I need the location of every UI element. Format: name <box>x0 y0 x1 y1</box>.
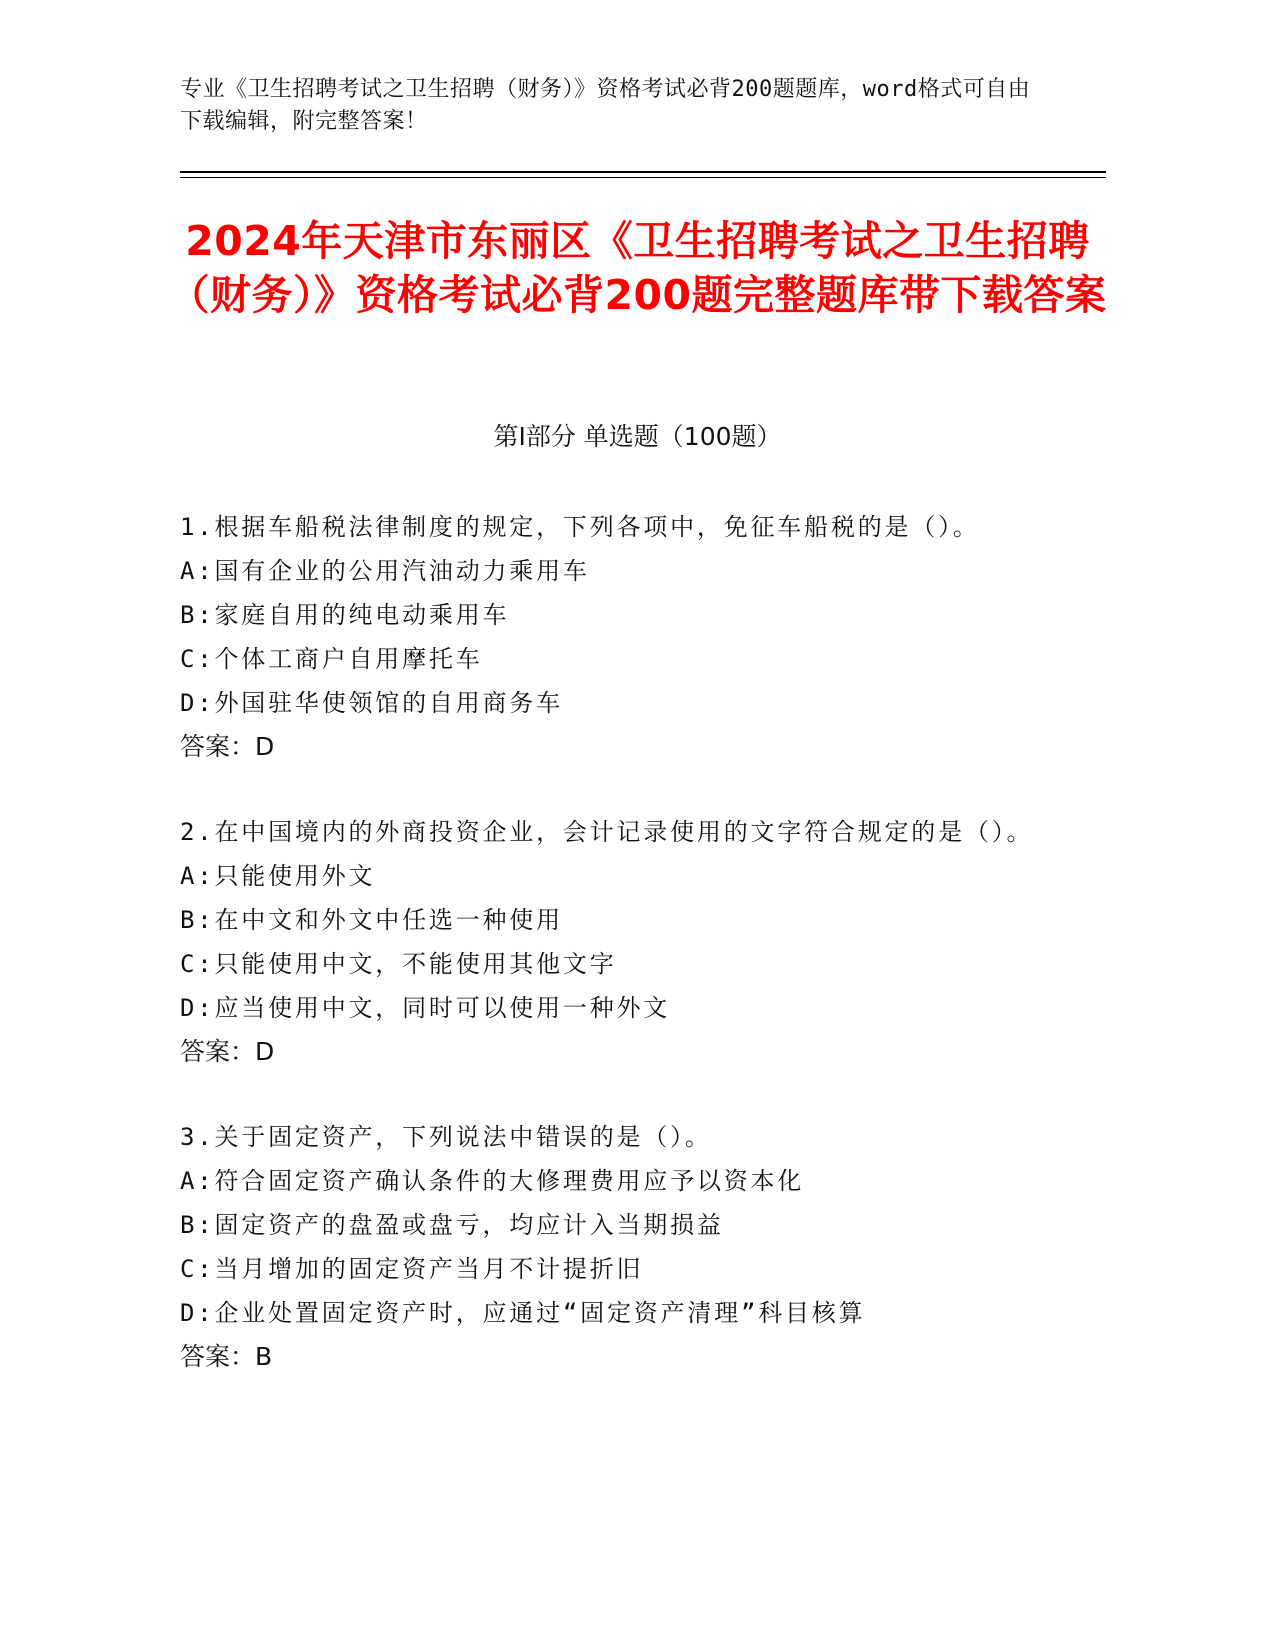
option-b: B:在中文和外文中任选一种使用 <box>180 906 563 934</box>
option-a: A:国有企业的公用汽油动力乘用车 <box>180 557 590 585</box>
question-item <box>180 1115 1050 1379</box>
option-c: C:当月增加的固定资产当月不计提折旧 <box>180 1255 644 1283</box>
option-b: B:固定资产的盘盈或盘亏，均应计入当期损益 <box>180 1211 724 1239</box>
header-note: 专业《卫生招聘考试之卫生招聘（财务）》资格考试必背200题题库，word格式可自由下载编辑，附完整答案！ <box>180 77 1031 134</box>
document-title: 2024年天津市东丽区《卫生招聘考试之卫生招聘（财务）》资格考试必背200题完整题库带下载答案 <box>168 217 1107 319</box>
header-divider-thin <box>180 177 1106 178</box>
answer-text: 答案：D <box>180 732 275 761</box>
question-stem: 3.关于固定资产，下列说法中错误的是（）。 <box>180 1123 712 1151</box>
question-stem: 1.根据车船税法律制度的规定，下列各项中，免征车船税的是（）。 <box>180 513 980 541</box>
option-b: B:家庭自用的纯电动乘用车 <box>180 601 510 629</box>
question-item <box>180 810 1050 1074</box>
answer-text: 答案：D <box>180 1037 275 1066</box>
question-list <box>180 505 1050 1420</box>
option-d: D:企业处置固定资产时，应通过“固定资产清理”科目核算 <box>180 1299 866 1327</box>
header-divider-thick <box>180 171 1106 173</box>
option-c: C:个体工商户自用摩托车 <box>180 645 483 673</box>
question-item <box>180 505 1050 769</box>
option-d: D:外国驻华使领馆的自用商务车 <box>180 689 563 717</box>
option-a: A:只能使用外文 <box>180 862 376 890</box>
option-c: C:只能使用中文，不能使用其他文字 <box>180 950 617 978</box>
option-d: D:应当使用中文，同时可以使用一种外文 <box>180 994 671 1022</box>
answer-text: 答案：B <box>180 1342 273 1371</box>
section-title: 第I部分 单选题（100题） <box>493 422 782 451</box>
option-a: A:符合固定资产确认条件的大修理费用应予以资本化 <box>180 1167 805 1195</box>
question-stem: 2.在中国境内的外商投资企业，会计记录使用的文字符合规定的是（）。 <box>180 818 1034 846</box>
